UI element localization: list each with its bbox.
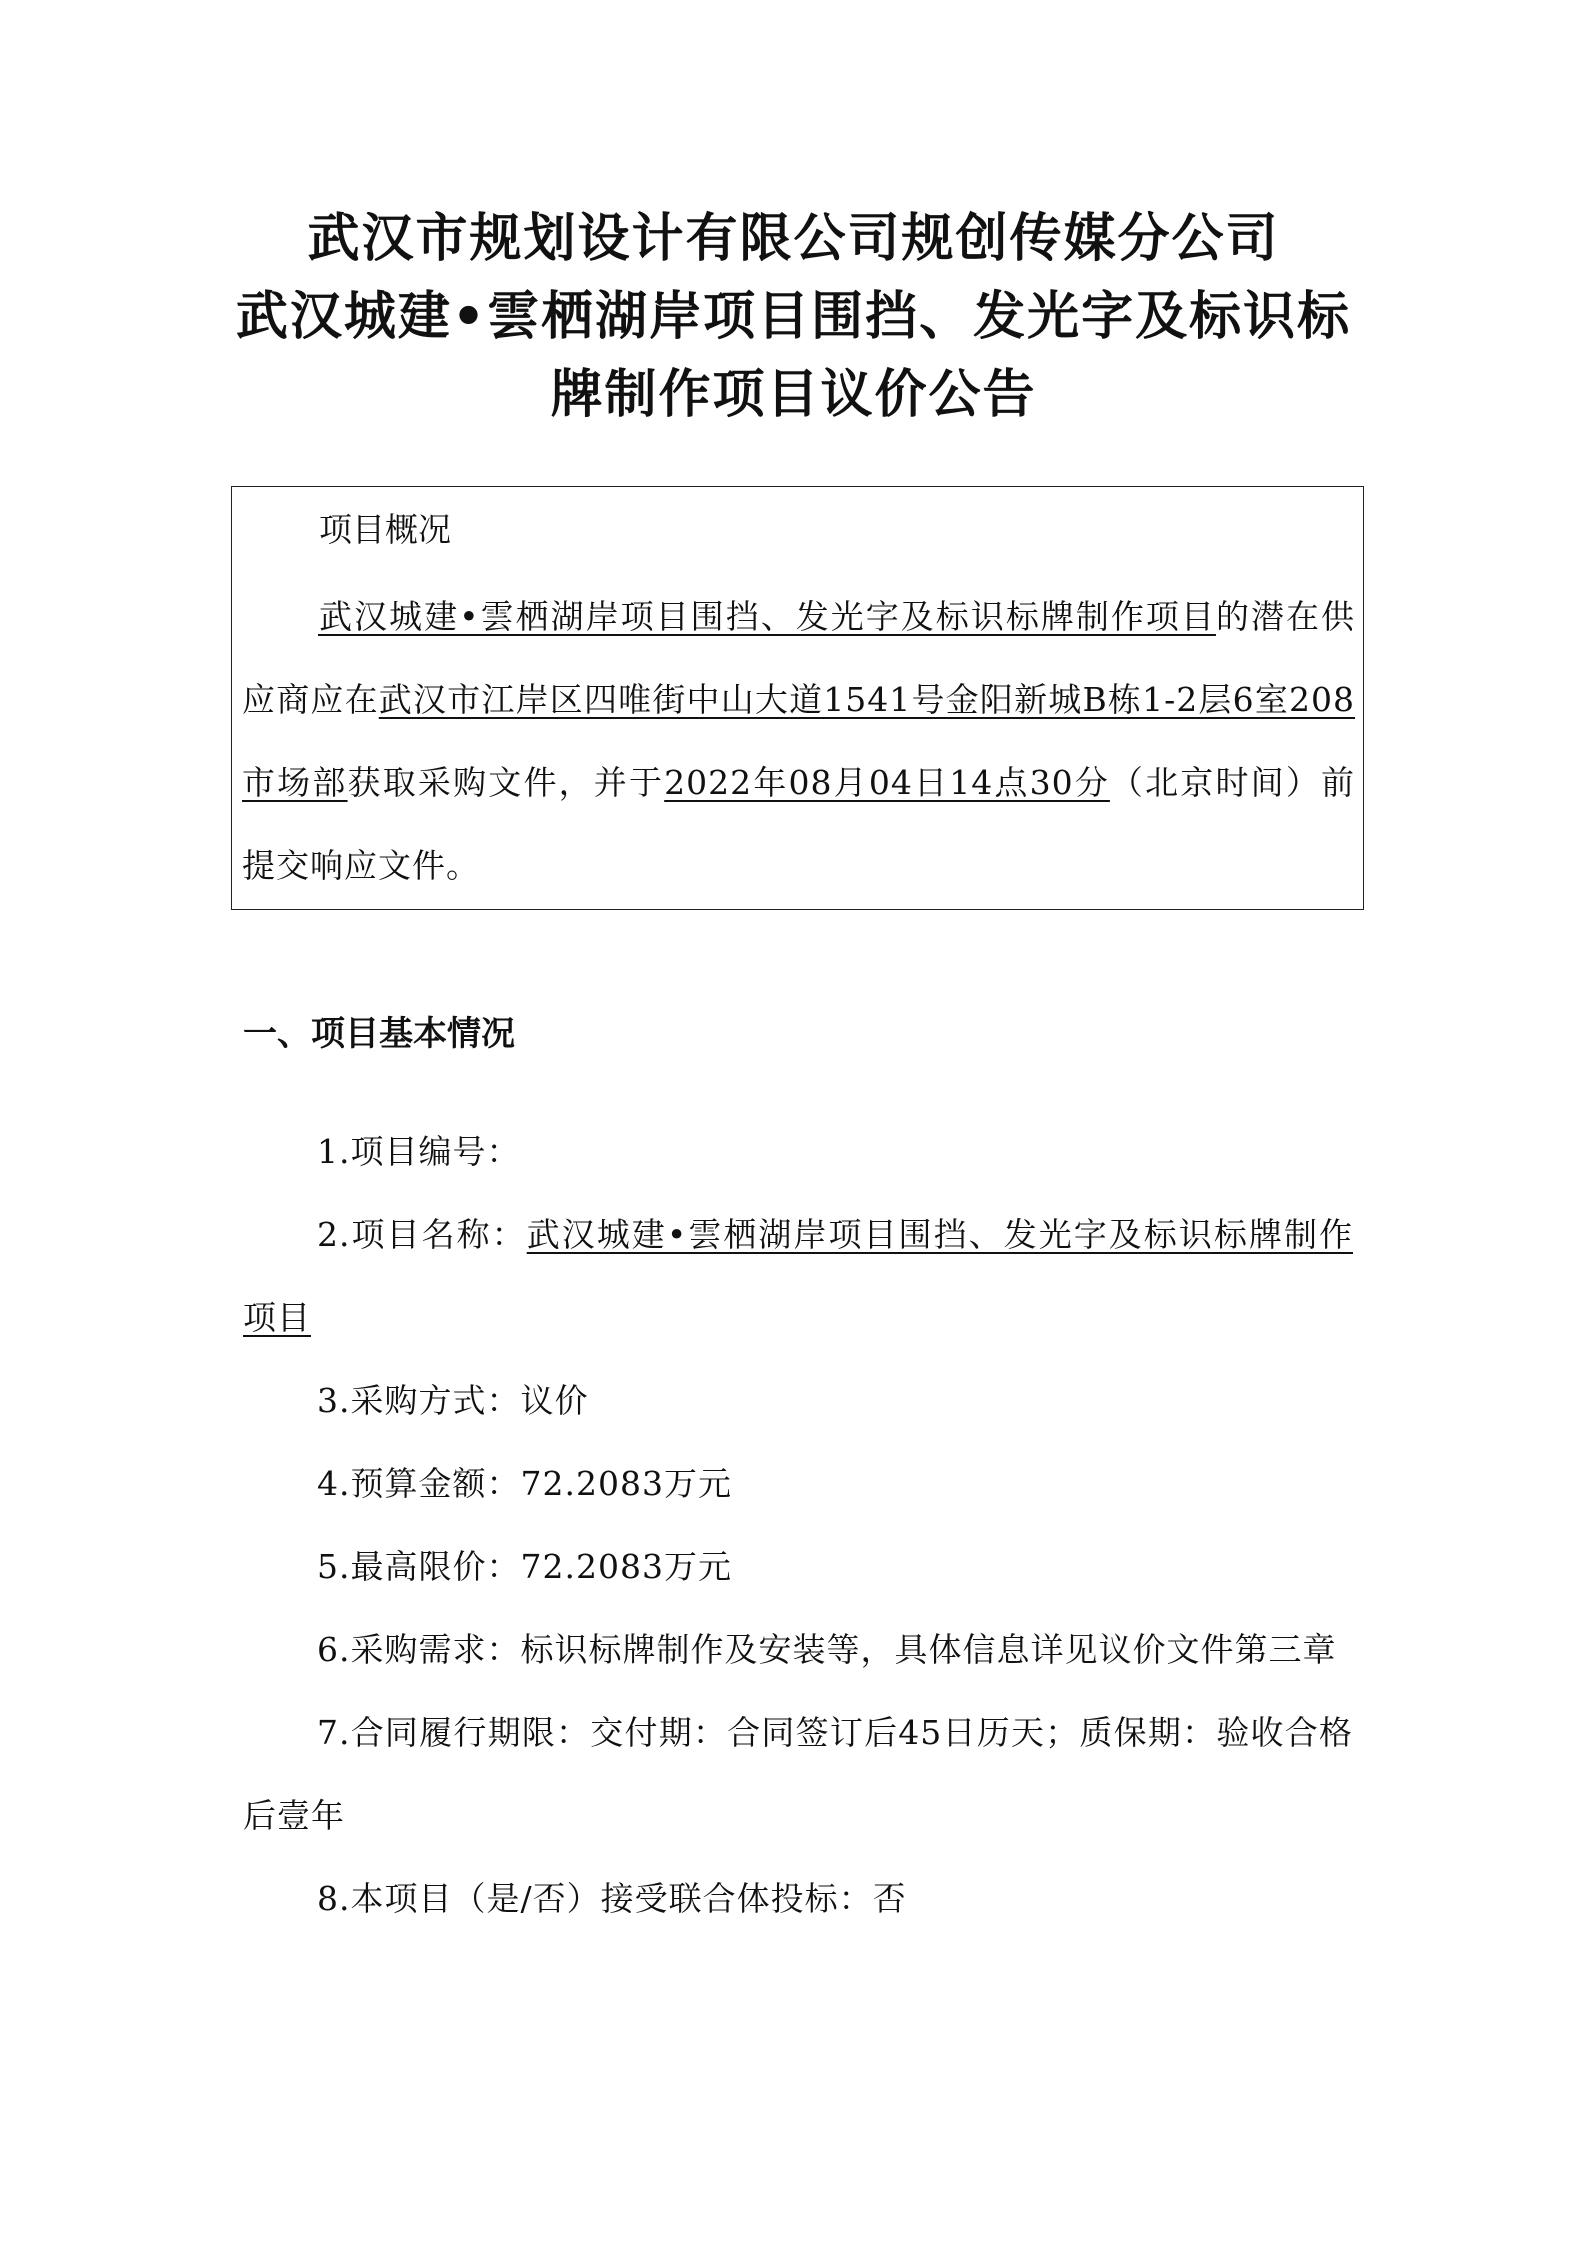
item-procurement-method [243, 1359, 1353, 1442]
overview-paragraph [242, 575, 1355, 907]
item-project-name-value: 武汉城建•雲栖湖岸项目围挡、发光字及标识标牌制作项目 [243, 1215, 1353, 1337]
overview-text-1: 的潜在供应商应在 [242, 597, 1356, 719]
basic-info-list [243, 1110, 1353, 1940]
item-contract-period [243, 1691, 1353, 1857]
page-title [200, 200, 1387, 434]
title-line-1: 武汉市规划设计有限公司规创传媒分公司 [307, 209, 1280, 269]
overview-deadline: 2022年08月04日14点30分 [664, 763, 1110, 802]
item-project-number-text: 1.项目编号： [317, 1132, 521, 1171]
item-budget-text: 4.预算金额：72.2083万元 [317, 1464, 732, 1503]
item-requirements [243, 1608, 1353, 1691]
item-consortium [243, 1857, 1353, 1940]
item-project-name [243, 1193, 1353, 1359]
item-max-price-text: 5.最高限价：72.2083万元 [317, 1547, 732, 1586]
item-budget [243, 1442, 1353, 1525]
item-procurement-method-text: 3.采购方式：议价 [317, 1381, 589, 1420]
overview-address: 武汉市江岸区四唯街中山大道1541号金阳新城B栋1-2层6室208市场部 [242, 680, 1356, 802]
overview-project-name: 武汉城建•雲栖湖岸项目围挡、发光字及标识标牌制作项目 [318, 597, 1216, 636]
title-line-3: 牌制作项目议价公告 [550, 365, 1037, 425]
overview-heading: 项目概况 [319, 510, 451, 549]
item-contract-period-text: 7.合同履行期限：交付期：合同签订后45日历天；质保期：验收合格后壹年 [243, 1713, 1353, 1835]
item-max-price [243, 1525, 1353, 1608]
project-overview-box [231, 486, 1364, 910]
overview-text-2: 获取采购文件，并于 [347, 763, 665, 802]
item-consortium-text: 8.本项目（是/否）接受联合体投标：否 [317, 1879, 907, 1918]
overview-text-3: （北京时间）前提交响应文件。 [242, 763, 1356, 885]
section-heading-basic-info: 一、项目基本情况 [243, 1014, 515, 1054]
item-project-number [243, 1110, 1353, 1193]
title-line-2: 武汉城建•雲栖湖岸项目围挡、发光字及标识标 [235, 287, 1352, 347]
item-requirements-text: 6.采购需求：标识标牌制作及安装等，具体信息详见议价文件第三章 [317, 1630, 1337, 1669]
item-project-name-label: 2.项目名称： [317, 1215, 527, 1254]
